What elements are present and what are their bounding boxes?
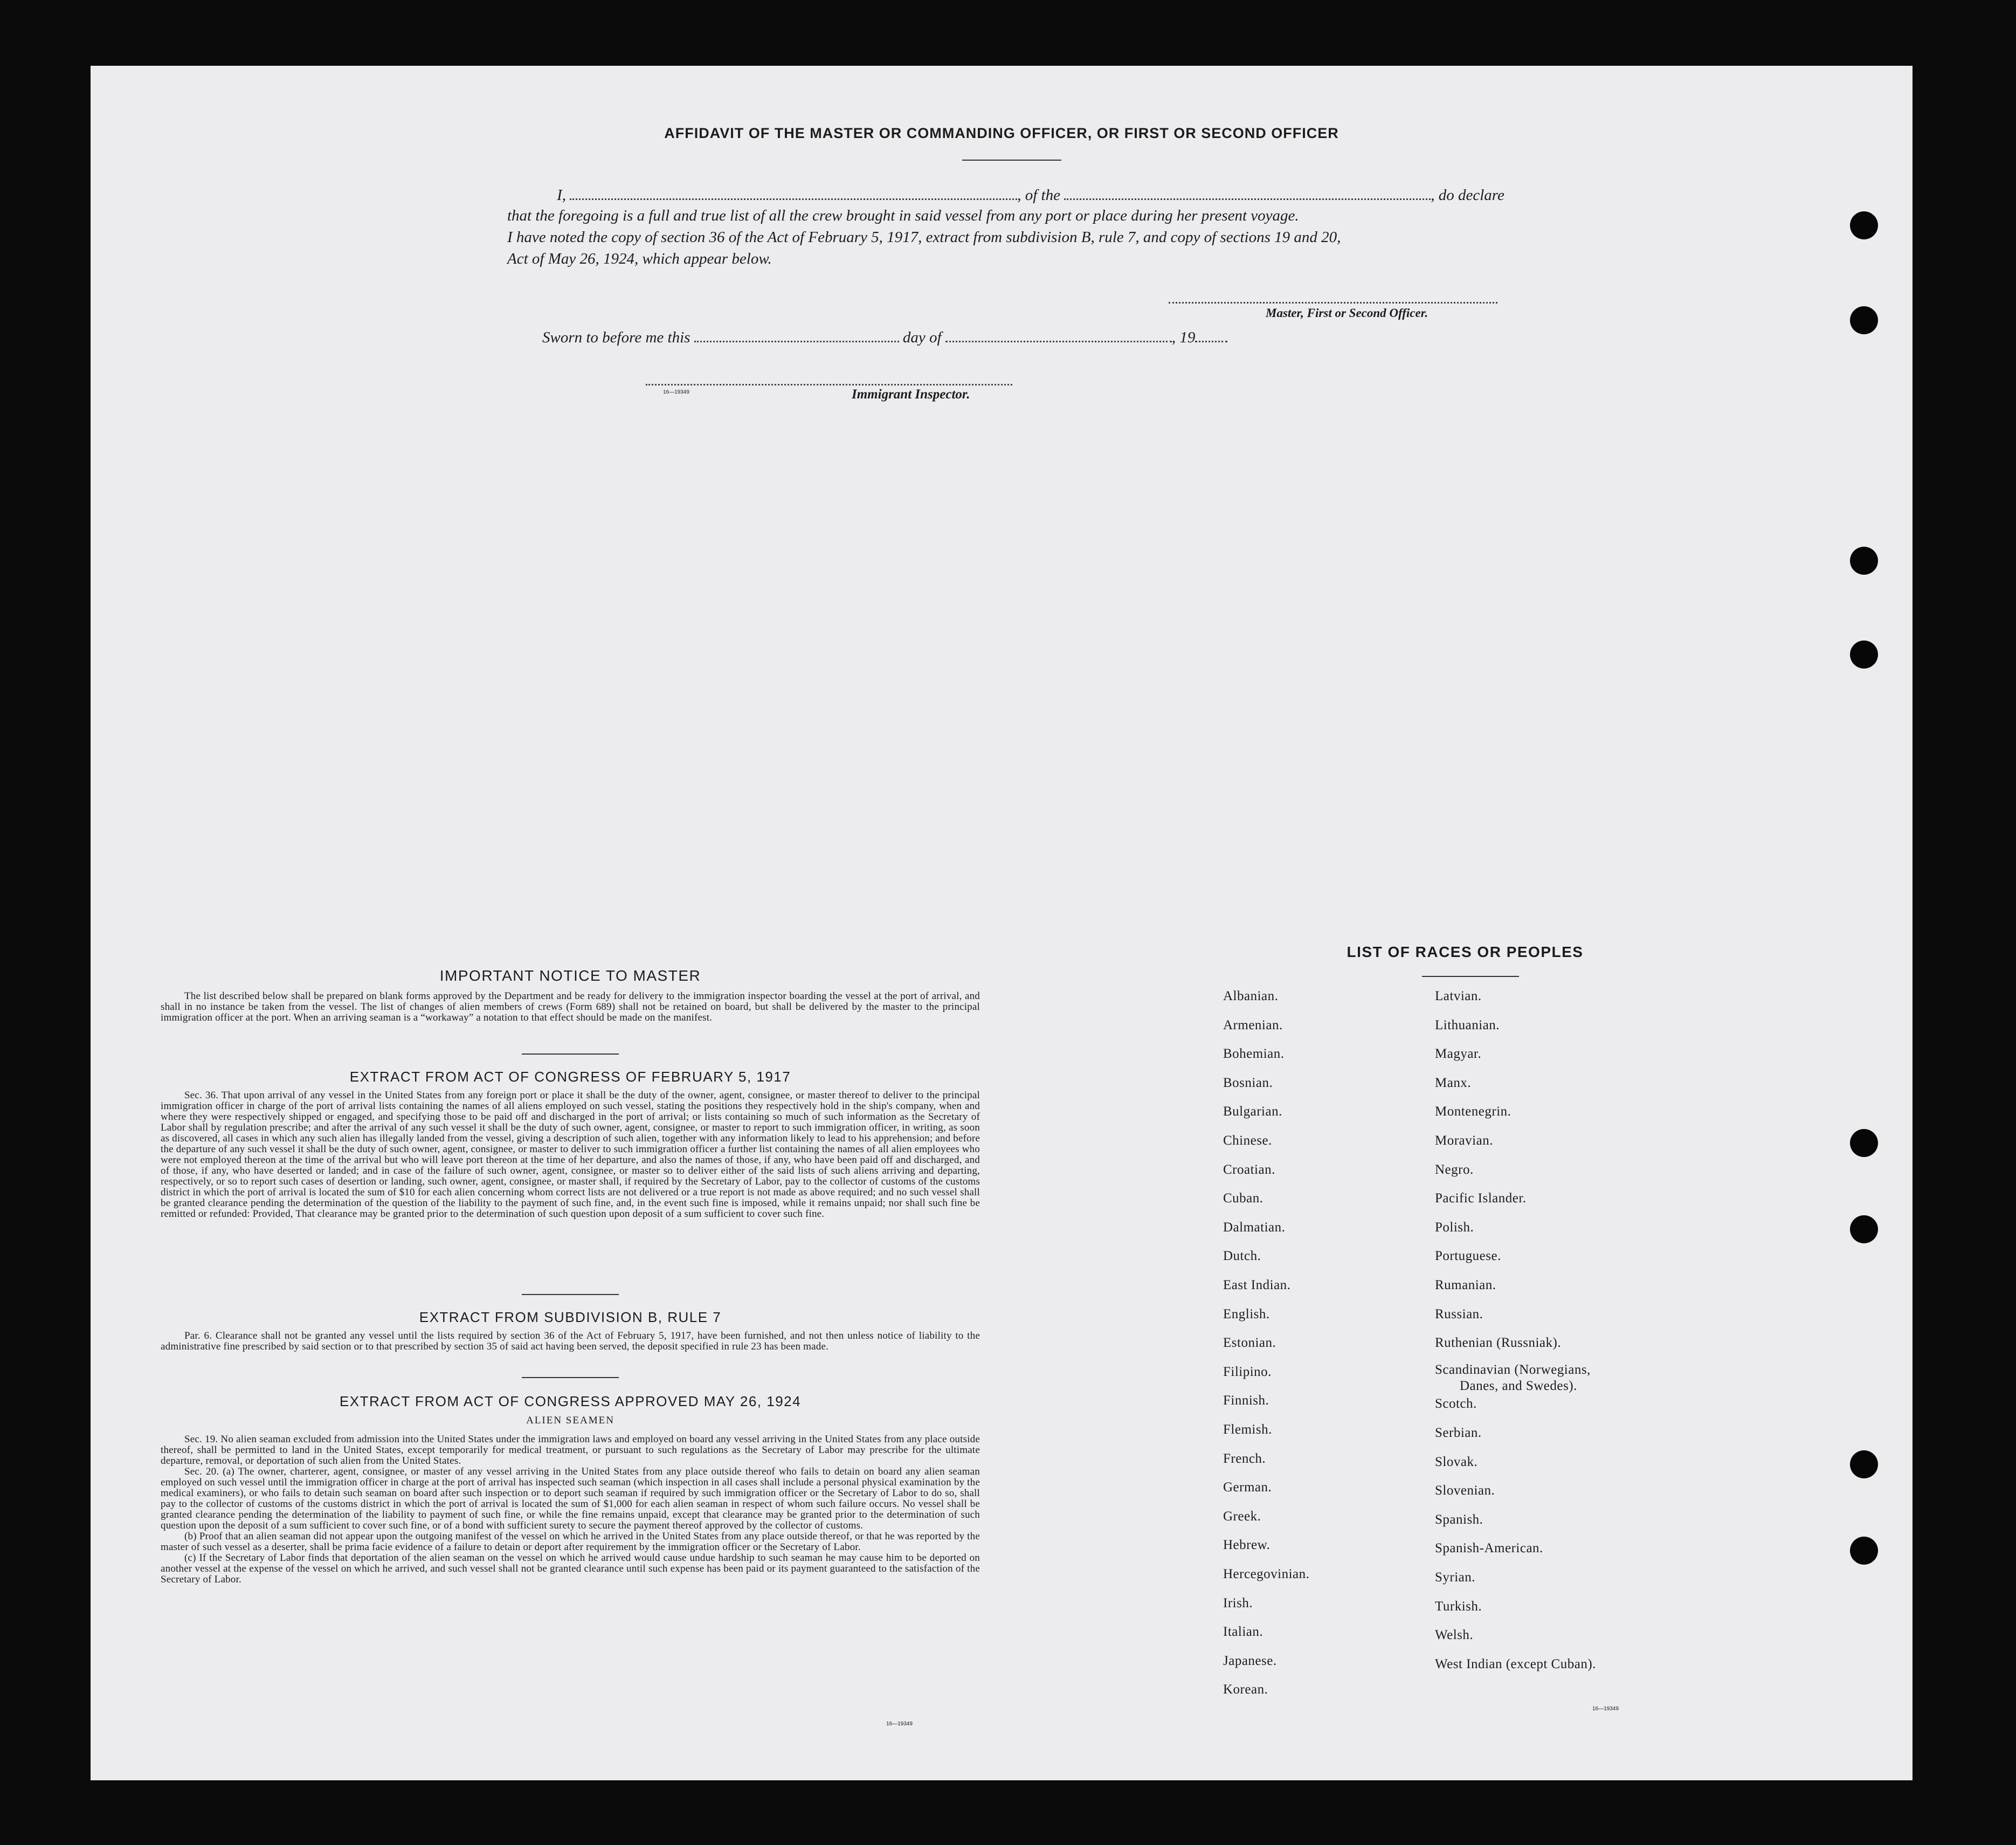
day-field[interactable]	[694, 329, 899, 342]
race-item: Hercegovinian.	[1223, 1567, 1310, 1581]
race-item: Armenian.	[1223, 1017, 1283, 1032]
extract-rule7-text	[161, 1331, 980, 1352]
race-item: West Indian (except Cuban).	[1435, 1656, 1596, 1671]
year-field[interactable]	[1195, 329, 1227, 342]
alien-seamen-subtitle: ALIEN SEAMEN	[526, 1415, 615, 1426]
race-item: Negro.	[1435, 1162, 1474, 1177]
punch-hole	[1850, 211, 1878, 239]
divider	[522, 1377, 619, 1378]
sec-20a-paragraph: Sec. 20. (a) The owner, charterer, agent, consignee, or master of any vessel arriving in the United States from any place outside thereof who fails to detain on board any alien seaman employed on such vessel until the immigration officer in charge at the port of arrival has inspected such seaman (which inspection in all cases shall include a personal physical examination by the medical examiners), or who fails to detain such seaman on board after such inspection or to deport such seaman if required by such immigration officer or the Secretary of Labor to do so, shall pay to the collector of customs of the customs district in which the port of arrival is located the sum of $1,000 for each alien seaman in respect of whom such failure occurs. No vessel shall be granted clearance pending the determination of the liability to payment of such fine, or while the fine remains unpaid, except that clearance may be granted prior to the determination of such question upon the deposit of a sum sufficient to cover such fine, or of a bond with sufficient surety to secure the payment thereof approved by the collector of customs.	[161, 1466, 980, 1531]
divider	[522, 1054, 619, 1055]
race-item: Ruthenian (Russniak).	[1435, 1335, 1562, 1351]
punch-hole	[1850, 1450, 1878, 1478]
race-item: Welsh.	[1435, 1628, 1474, 1643]
race-item: Syrian.	[1435, 1570, 1476, 1585]
race-item: Montenegrin.	[1435, 1104, 1511, 1119]
month-field[interactable]	[945, 329, 1172, 342]
race-item: Bulgarian.	[1223, 1104, 1282, 1119]
i-label: I,	[557, 187, 566, 204]
affidavit-line-2: that the foregoing is a full and true list of all the crew brought in said vessel from any port or place during her present voyage.	[507, 207, 1299, 224]
par-6-paragraph: Par. 6. Clearance shall not be granted any vessel until the lists required by section 36 of the Act of February 5, 1917, have been furnished, and not then unless notice of liability to the administrative fine prescribed by said section or to that prescribed by section 35 of said act having been served, the deposit specified in rule 23 has been made.	[161, 1330, 980, 1352]
notice-paragraph: The list described below shall be prepared on blank forms approved by the Department and be ready for delivery to the immigration inspector boarding the vessel at the port of arrival, and shall in no instance be taken from the vessel. The list of changes of alien members of crews (Form 689) shall not be retained on board, but shall be delivered by the master to the principal immigration officer at the port. When an arriving seaman is a “workaway” a notation to that effect should be made on the manifest.	[161, 990, 980, 1023]
extract-1917-title: EXTRACT FROM ACT OF CONGRESS OF FEBRUARY 5, 1917	[349, 1069, 791, 1085]
divider	[962, 160, 1061, 161]
race-item: Rumanian.	[1435, 1278, 1496, 1292]
race-item: Bohemian.	[1223, 1047, 1285, 1062]
race-item: Slovenian.	[1435, 1483, 1495, 1498]
sec-36-paragraph: Sec. 36. That upon arrival of any vessel in the United States from any foreign port or place it shall be the duty of the owner, agent, consignee, or master thereof to deliver to the principal immigration officer in charge of the port of arrival lists containing the names of all aliens employed on such vessel, stating the positions they respectively hold in the ship's company, when and where they were respectively shipped or engaged, and specifying those to be paid off and discharged in the port of arrival; or lists containing so much of such information as the Secretary of Labor shall by regulation prescribe; and after the arrival of any such vessel it shall be the duty of such owner, agent, consignee, or master to report to such immigration officer, in writing, as soon as discovered, all cases in which any such alien has illegally landed from the vessel, giving a description of such alien, together with any information likely to lead to his apprehension; and before the departure of any such vessel it shall be the duty of such owner, agent, consignee, or master to deliver to such immigration officer a further list containing the names of all alien employees who were not employed thereon at the time of the arrival but who will leave port thereon at the time of her departure, and also the names of those, if any, who have been paid off and discharged, and of those, if any, who have deserted or landed; and in case of the failure of such owner, agent, consignee, or master so to deliver either of the said lists of such aliens arriving and departing, respectively, or so to report such cases of desertion or landing, such owner, agent, consignee, or master shall, if required by the Secretary of Labor, pay to the collector of customs of the customs district in which the port of arrival is located the sum of $10 for each alien concerning whom correct lists are not delivered or a true report is not made as above required; and no such vessel shall be granted clearance pending the determination of the question of the liability to the payment of such fine, and, in the event such fine is imposed, while it remains unpaid; nor shall such fine be remitted or refunded: Provided, That clearance may be granted prior to the determination of such question upon deposit of a sum sufficient to cover such fine.	[161, 1090, 980, 1220]
do-declare-label: , do declare	[1431, 187, 1504, 204]
race-item: Lithuanian.	[1435, 1017, 1500, 1032]
race-item: Russian.	[1435, 1306, 1483, 1321]
name-field[interactable]	[570, 187, 1017, 200]
extract-1917-text	[161, 1090, 980, 1220]
race-item: Greek.	[1223, 1509, 1261, 1524]
affidavit-title: AFFIDAVIT OF THE MASTER OR COMMANDING OFFICER, OR FIRST OR SECOND OFFICER	[664, 125, 1339, 141]
race-item: Flemish.	[1223, 1422, 1272, 1437]
master-signature-line[interactable]	[1169, 302, 1497, 304]
race-item: Turkish.	[1435, 1599, 1482, 1614]
race-item: French.	[1223, 1451, 1266, 1466]
race-item: Scotch.	[1435, 1396, 1477, 1412]
race-item: Slovak.	[1435, 1454, 1478, 1469]
master-signature-label: Master, First or Second Officer.	[1266, 306, 1428, 320]
race-item: Spanish.	[1435, 1512, 1483, 1527]
form-number: 16—19349	[663, 389, 689, 395]
race-item: English.	[1223, 1306, 1270, 1321]
notice-text	[161, 991, 980, 1023]
punch-hole	[1850, 1537, 1878, 1565]
race-item: Croatian.	[1223, 1162, 1275, 1177]
race-item: Estonian.	[1223, 1335, 1276, 1351]
affidavit-line-3: I have noted the copy of section 36 of the Act of February 5, 1917, extract from subdivision B, rule 7, and copy of sections 19 and 20,	[507, 229, 1341, 246]
race-item: Danes, and Swedes).	[1460, 1378, 1577, 1393]
race-item: East Indian.	[1223, 1278, 1291, 1292]
inspector-signature-line[interactable]	[646, 384, 1012, 385]
race-item: Italian.	[1223, 1624, 1264, 1640]
punch-hole	[1850, 1215, 1878, 1243]
race-item: German.	[1223, 1480, 1272, 1495]
sec-20b-paragraph: (b) Proof that an alien seaman did not appear upon the outgoing manifest of the vessel on which he arrived in the United States from any place outside thereof, or that he was reported by the master of such vessel as a deserter, shall be prima facie evidence of a failure to detain or deport after requirement by the immigration officer or the Secretary of Labor.	[161, 1531, 980, 1553]
race-item: Pacific Islander.	[1435, 1191, 1527, 1206]
race-item: Manx.	[1435, 1075, 1472, 1090]
race-item: Korean.	[1223, 1682, 1268, 1697]
sworn-label: Sworn to before me this	[542, 329, 691, 346]
document-page	[91, 66, 1913, 1780]
race-item: Serbian.	[1435, 1426, 1482, 1440]
race-item: Albanian.	[1223, 989, 1279, 1003]
vessel-field[interactable]	[1064, 187, 1431, 200]
punch-hole	[1850, 306, 1878, 334]
extract-1924-title: EXTRACT FROM ACT OF CONGRESS APPROVED MAY 26, 1924	[339, 1393, 802, 1409]
race-item: Hebrew.	[1223, 1538, 1271, 1553]
race-item: Polish.	[1435, 1220, 1474, 1235]
sec-19-paragraph: Sec. 19. No alien seaman excluded from admission into the United States under the immigration laws and employed on board any vessel arriving in the United States from any place outside thereof, shall be permitted to land in the United States, except temporarily for medical treatment, or pursuant to such regulations as the Secretary of Labor may prescribe for the ultimate departure, removal, or deportation of such alien from the United States.	[161, 1434, 980, 1467]
affidavit-line-4: Act of May 26, 1924, which appear below.	[507, 250, 772, 267]
affidavit-line-1	[543, 187, 1504, 204]
sec-20c-paragraph: (c) If the Secretary of Labor finds that deportation of the alien seaman on the vessel on which he arrived would cause undue hardship to such seaman he may cause him to be deported on another vessel at the expense of the vessel on which he arrived, and such vessel shall not be granted clearance until such expense has been paid or its payment guaranteed to the satisfaction of the Secretary of Labor.	[161, 1552, 980, 1585]
race-item: Magyar.	[1435, 1047, 1482, 1062]
race-item: Chinese.	[1223, 1133, 1272, 1148]
inspector-label: Immigrant Inspector.	[852, 387, 970, 402]
day-of-label: day of	[902, 329, 942, 346]
race-item: Filipino.	[1223, 1364, 1272, 1379]
of-the-label: , of the	[1017, 187, 1060, 204]
form-number: 16—19349	[886, 1721, 913, 1727]
divider	[522, 1294, 619, 1295]
punch-hole	[1850, 1129, 1878, 1157]
extract-rule7-title: EXTRACT FROM SUBDIVISION B, RULE 7	[419, 1309, 722, 1325]
race-item: Dutch.	[1223, 1249, 1261, 1264]
year-prefix: , 19	[1171, 329, 1196, 346]
race-item: Finnish.	[1223, 1393, 1269, 1408]
race-item: Irish.	[1223, 1595, 1253, 1610]
race-item: Japanese.	[1223, 1653, 1277, 1668]
race-item: Scandinavian (Norwegians,	[1435, 1362, 1591, 1377]
form-number: 16—19349	[1592, 1706, 1619, 1712]
punch-hole	[1850, 547, 1878, 575]
divider	[1422, 976, 1519, 977]
notice-title: IMPORTANT NOTICE TO MASTER	[439, 967, 701, 984]
race-item: Dalmatian.	[1223, 1220, 1286, 1235]
sworn-line	[542, 329, 1227, 347]
race-item: Cuban.	[1223, 1191, 1264, 1206]
punch-hole	[1850, 641, 1878, 669]
race-item: Portuguese.	[1435, 1249, 1501, 1264]
race-item: Spanish-American.	[1435, 1541, 1543, 1556]
race-item: Bosnian.	[1223, 1075, 1273, 1090]
races-title: LIST OF RACES OR PEOPLES	[1347, 944, 1584, 960]
race-item: Moravian.	[1435, 1133, 1493, 1148]
extract-1924-text	[161, 1434, 980, 1585]
race-item: Latvian.	[1435, 989, 1482, 1003]
